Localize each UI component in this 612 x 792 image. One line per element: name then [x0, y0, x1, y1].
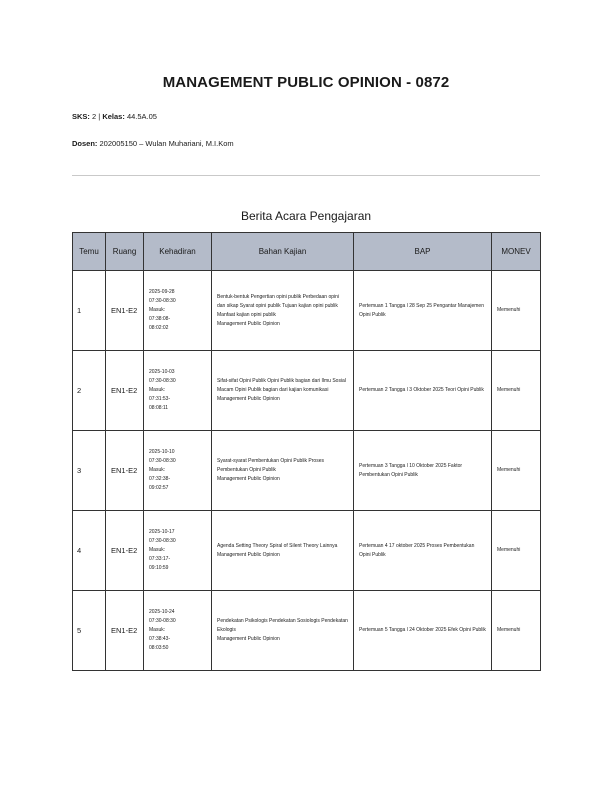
attendance-schedule: 07:30-08:30	[149, 618, 176, 624]
attendance-out: 08:02:02	[149, 325, 169, 331]
cell-kehadiran	[144, 511, 212, 591]
cell-bap: Pertemuan 5 Tangga l 24 Oktober 2025 Efek Opini Publik	[354, 591, 492, 671]
page-title: MANAGEMENT PUBLIC OPINION - 0872	[162, 74, 450, 91]
lecturer-meta	[72, 139, 234, 148]
cell-ruang: EN1-E2	[106, 431, 144, 511]
attendance-label: Masuk:	[149, 547, 166, 553]
attendance-label: Masuk:	[149, 467, 166, 473]
attendance-schedule: 07:30-08:30	[149, 538, 176, 544]
cell-temu: 5	[73, 591, 106, 671]
attendance-date: 2025-09-28	[149, 289, 175, 295]
dosen-label: Dosen:	[72, 139, 98, 148]
sks-label: SKS:	[72, 112, 90, 121]
attendance-date: 2025-10-10	[149, 449, 175, 455]
attendance-label: Masuk:	[149, 627, 166, 633]
attendance-label: Masuk:	[149, 387, 166, 393]
kelas-label: Kelas:	[102, 112, 125, 121]
header-ruang: Ruang	[106, 233, 144, 271]
header-temu: Temu	[73, 233, 106, 271]
dosen-value: 202005150 – Wulan Muhariani, M.I.Kom	[99, 139, 234, 148]
cell-temu: 2	[73, 351, 106, 431]
table-row	[73, 351, 541, 431]
cell-temu: 1	[73, 271, 106, 351]
cell-temu: 4	[73, 511, 106, 591]
bahan-topics: Syarat-syarat Pembentukan Opini Publik Proses Pembentukan Opini Publik	[217, 458, 324, 473]
bahan-course: Management Public Opinion	[217, 551, 280, 558]
header-bap: BAP	[354, 233, 492, 271]
cell-kehadiran	[144, 351, 212, 431]
cell-ruang: EN1-E2	[106, 511, 144, 591]
table-header-row	[73, 233, 541, 271]
attendance-in: 07:31:53-	[149, 396, 171, 402]
header-monev: MONEV	[492, 233, 541, 271]
cell-ruang: EN1-E2	[106, 271, 144, 351]
cell-bap: Pertemuan 1 Tangga l 28 Sep 25 Pengantar Manajemen Opini Publik	[354, 271, 492, 351]
cell-bahan-kajian	[212, 591, 354, 671]
attendance-in: 07:38:08-	[149, 316, 171, 322]
cell-bap: Pertemuan 2 Tangga l 3 Oktober 2025 Teori Opini Publik	[354, 351, 492, 431]
attendance-date: 2025-10-03	[149, 369, 175, 375]
bahan-topics: Pendekatan Psikologis Pendekatan Sosiologis Pendekatan Ekologis	[217, 618, 348, 633]
attendance-in: 07:33:17-	[149, 556, 171, 562]
attendance-out: 08:03:50	[149, 645, 169, 651]
cell-bahan-kajian	[212, 271, 354, 351]
attendance-in: 07:38:43-	[149, 636, 171, 642]
divider	[72, 175, 540, 176]
cell-bap: Pertemuan 4 17 oktober 2025 Proses Pembentukan Opini Publik	[354, 511, 492, 591]
bahan-course: Management Public Opinion	[217, 636, 280, 642]
cell-monev: Memenuhi	[492, 351, 541, 431]
bap-table	[72, 232, 541, 671]
bahan-topics: Sifat-sifat Opini Publik Opini Publik bagian dari Ilmu Sosial Macam Opini Publik bagian dari kajian komunikasi	[217, 378, 346, 393]
cell-monev: Memenuhi	[492, 511, 541, 591]
bahan-course: Management Public Opinion	[217, 320, 280, 327]
attendance-out: 09:02:57	[149, 485, 169, 491]
cell-bahan-kajian	[212, 511, 354, 591]
bahan-course: Management Public Opinion	[217, 396, 280, 402]
attendance-schedule: 07:30-08:30	[149, 458, 176, 464]
attendance-date: 2025-10-24	[149, 609, 175, 615]
attendance-date: 2025-10-17	[149, 529, 175, 535]
attendance-schedule: 07:30-08:30	[149, 378, 176, 384]
bahan-course: Management Public Opinion	[217, 476, 280, 482]
table-row	[73, 591, 541, 671]
cell-monev: Memenuhi	[492, 591, 541, 671]
cell-kehadiran	[144, 431, 212, 511]
header-bahan-kajian: Bahan Kajian	[212, 233, 354, 271]
attendance-in: 07:32:38-	[149, 476, 171, 482]
course-meta	[72, 112, 157, 121]
cell-temu: 3	[73, 431, 106, 511]
cell-monev: Memenuhi	[492, 431, 541, 511]
table-row	[73, 271, 541, 351]
cell-kehadiran	[144, 271, 212, 351]
bahan-topics: Bentuk-bentuk Pengertian opini publik Perbedaan opini dan sikap Syarat opini publik Tujuan kajian opini publik Manfaat kajian opini publik	[217, 293, 340, 318]
attendance-out: 09:10:59	[149, 565, 169, 571]
cell-bahan-kajian	[212, 351, 354, 431]
meta-separator: |	[98, 112, 101, 121]
sks-value: 2	[92, 112, 97, 121]
attendance-label: Masuk:	[149, 307, 166, 313]
kelas-value: 44.5A.05	[126, 112, 157, 121]
attendance-out: 08:08:11	[149, 405, 169, 411]
cell-bap: Pertemuan 3 Tangga l 10 Oktober 2025 Faktor Pembentukan Opini Publik	[354, 431, 492, 511]
attendance-schedule: 07:30-08:30	[149, 298, 176, 304]
section-title: Berita Acara Pengajaran	[240, 209, 372, 223]
header-kehadiran: Kehadiran	[144, 233, 212, 271]
cell-ruang: EN1-E2	[106, 351, 144, 431]
table-row	[73, 431, 541, 511]
cell-bahan-kajian	[212, 431, 354, 511]
table-row	[73, 511, 541, 591]
cell-ruang: EN1-E2	[106, 591, 144, 671]
cell-kehadiran	[144, 591, 212, 671]
cell-monev: Memenuhi	[492, 271, 541, 351]
bahan-topics: Agenda Setting Theory Spiral of Silent Theory Lainnya	[217, 542, 338, 549]
